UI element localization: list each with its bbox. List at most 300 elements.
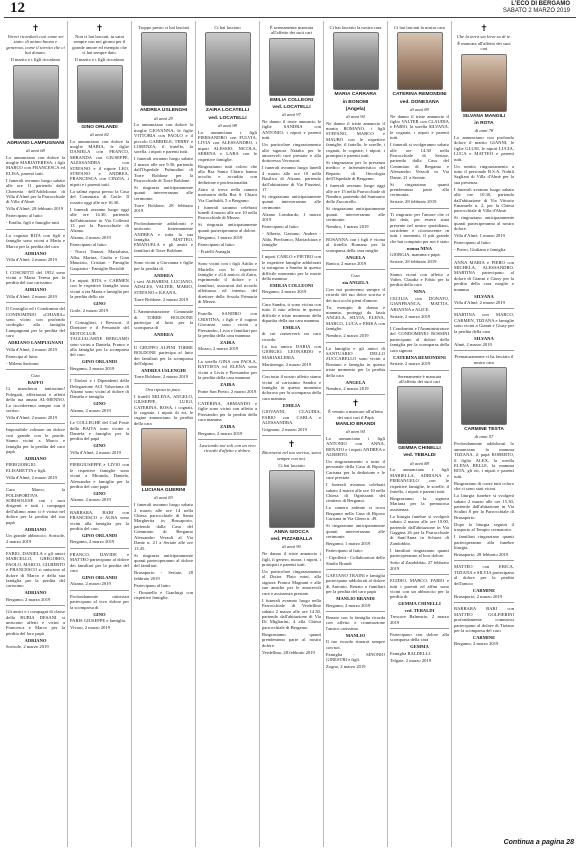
- notice-date: Sotto al Zandobbio, 27 febbraio 2019: [390, 560, 449, 571]
- notice-text: Partecipano al lutto:: [262, 224, 299, 230]
- divider: [198, 397, 257, 398]
- deceased-name: ZAIRA: [220, 424, 235, 430]
- deceased-name: ADRIANO: [24, 287, 47, 293]
- quote: Ora riposa in pace.: [145, 386, 182, 392]
- notice-text: Il tuo ricordo rimarrà sempre con noi.: [326, 639, 385, 650]
- divider: [390, 628, 449, 629]
- cross-icon: ✝: [31, 23, 40, 33]
- notice-text: Lo annunciano i figli PIERSANDRO con FULVIA, LIVIA con ALESSANDRO, i nipoti ALESSIO, NICOLA, SERENA e LARA con le rispettive famiglie.: [198, 129, 257, 162]
- notice-date: Martinengo, 2 marzo 2019: [262, 361, 311, 367]
- notice-date: Bergamo, 1 marzo 2019: [326, 541, 371, 547]
- notice-text: I familiari ringraziano quanti parteciperanno alla funebre liturgia.: [454, 534, 514, 550]
- deceased-name-married: ved. LOCATELLI: [208, 115, 247, 121]
- notice-text: Si ringraziano quanti prenderanno parte alla cerimonia.: [390, 181, 449, 198]
- divider: [326, 233, 385, 234]
- notice-date: Bergamo, 2 marzo 2019: [262, 289, 307, 295]
- notice-date: Villa d'Almè, 1 marzo 2019: [454, 233, 505, 239]
- divider: [134, 256, 193, 257]
- notice-text: i soci ALBARESI, LUCIANO, ADALES, VALTER, MARIO, STEFANO e ILEANA.: [134, 278, 193, 295]
- notice-text: Troppo presto ci hai lasciati: [137, 25, 190, 30]
- notice-text: I Condomini e l'Amministratore del CONDOMINIO ROSSINI partecipano al dolore della famiglia per la scomparsa della cara signora: [390, 326, 449, 353]
- notice-text: Cara Sandra, ti sono vicina con tutto il mio affetto in questo difficile e triste momento della dipartita della tua cara mamma: [262, 301, 321, 324]
- notice-date: Alzano, 2 marzo 2019: [70, 407, 111, 413]
- deceased-name: ADRIANO LAMPUGNANI: [6, 140, 65, 146]
- notice-text: Ci hai lasciati la nostra cara: [394, 25, 445, 30]
- publication-masthead: [503, 1, 570, 15]
- notice-text: Profondamente rattristati partecipano al vivo dolore per la scomparsa di: [70, 593, 129, 610]
- notice-date: Nembro, 2 marzo 2019: [326, 386, 369, 391]
- notice-text: È mancata all'affetto dei suoi cari: [457, 41, 511, 52]
- notice-text: Zaira si trova nella camera mortuaria della Rsa S. Chiara Via Garibaldi, 5 a Bergamo.: [198, 186, 257, 203]
- cross-icon: ✝: [287, 439, 296, 450]
- notice-text: I Consiglieri, i Revisori, il Direttore e il Personale del MOTOCLUB TAGLIACARNE BERGAMO sono vicini a Daniela, Franco e alla famiglia per la scomparsa del caro: [70, 319, 129, 358]
- deceased-photo: [397, 32, 443, 90]
- deceased-name-married: in ROTA: [474, 120, 494, 126]
- notice-date: Seriate, 28 febbraio 2019: [390, 199, 437, 205]
- divider: [326, 342, 385, 343]
- notice-text: Impossibile colmare un dolore così grande con le parole. Siamo vicini a Marco e famiglia per la perdita del caro papà: [6, 427, 65, 455]
- divider: [6, 423, 65, 424]
- notice-date: Alzano, 2 marzo 2019: [70, 235, 111, 241]
- notice-text: - Milena Sartirani: [6, 360, 39, 366]
- notice-text: Fratello SANDRO con CRISTINA, i figli e il cugino Giovanni sono vicini a Piersandro, Livia e familiari per la perdita della cara mamma: [198, 311, 257, 339]
- notice-text: I funerali avranno luogo nella Parrocchiale di Verdellino sabato 2 marzo alle ore 14.30, partendo dall'abitazione di Via Di Migliarini, 4 alla Chiesa parrocchiale di Bergamo.: [262, 597, 321, 630]
- notice-text: Il marito e i figli ricordano: [74, 57, 125, 63]
- divider: [134, 305, 193, 306]
- notice-date: Gorle, 2 marzo 2019: [70, 307, 109, 313]
- notice-text: ANNA MARIA e PIERO con MICHELA, ALESSANDRO, MARTINA partecipano al dolore di Gianni e Giusy per la perdita della cara moglie e mamma: [454, 259, 514, 292]
- notice-text: FABIO, DANIELA e gli amici MARCELLO, GREGORIO, PAOLO, MARCO, GILBERTO e FRANCESCO si uniscono al dolore di Marco e della sua famiglia per la perdita del carissimo: [6, 550, 65, 589]
- notice-text: La sorella GINA con PAOLA, BATTISTA ed ELENA sono vicini a Livia e Piersandro per la perdita della cara mamma: [198, 358, 257, 381]
- deceased-name: MANLIO BRANDI: [335, 421, 376, 427]
- notice-text: Dopo la liturgia seguirà il trasporto al Tempio crematorio.: [454, 521, 514, 533]
- deceased-name: ADRIANO: [24, 250, 47, 256]
- deceased-name: ADRIANO: [24, 637, 47, 643]
- notice-text: Renato con la famiglia ricorda con affetto e commozione l'amico carissimo: [326, 614, 385, 631]
- divider: [134, 217, 193, 218]
- deceased-name: CATERINA REMONDINI: [392, 92, 447, 98]
- deceased-age: di anni 29: [154, 115, 173, 121]
- notice-date: Trescore Balneario, 2 marzo 2019: [390, 614, 449, 625]
- deceased-name: CARMINE: [472, 587, 496, 593]
- notice-text: - Emilia, figli e famiglie tutti: [6, 220, 60, 226]
- notice-date: Villa d'Almè, 2 marzo 2019: [70, 449, 121, 455]
- deceased-age: di anni 94: [346, 113, 365, 119]
- divider: [6, 483, 65, 484]
- publication-name: L'ECO DI BERGAMO: [511, 1, 570, 7]
- notice-text: PIERGIUSEPPE e LIVIO con le rispettive famiglie sono vicini a Miranda, Daniela, Alessandra e famiglia per la perdita del caro papà: [70, 462, 129, 489]
- column-2: [68, 21, 132, 847]
- notice-text: BARBARA BARI con MATTEO GOLFIERINI profondamente commossi partecipano al dolore di Tiziano per la scomparsa del caro: [454, 606, 514, 634]
- notice-text: Con noi porteremo sempre il ricordo del tuo dolce sorriso e dei tuoi occhi pieni d'amore.: [326, 286, 385, 303]
- deceased-photo: [141, 32, 187, 106]
- deceased-name: GEMMA CHINELLI: [398, 446, 441, 452]
- quote: Lasciando noi soli con un vivo ricordo d'affetto e dolore.: [199, 442, 256, 454]
- notice-text: Ringraziamo tutti coloro che alla Rsa Santa Chiara hanno accolto e accudito con dedizione e professionalità.: [198, 163, 257, 185]
- divider: [454, 602, 514, 603]
- deceased-name: SILVANA: [474, 335, 494, 341]
- deceased-name: EMILIA COLLEONI: [269, 283, 313, 289]
- notice-date: Bergamo, 2 marzo 2019: [454, 641, 499, 647]
- divider: [262, 250, 321, 251]
- notice-text: I familiari ringraziano quanti parteciperanno al loro dolore.: [390, 547, 449, 559]
- deceased-photo: [397, 386, 443, 444]
- notice-text: Si ringraziano anticipatamente quanti interverranno alle cerimonie.: [326, 206, 385, 223]
- notice-text: Ringraziano di cuore tutti coloro che ci sono stati vicini.: [454, 480, 514, 492]
- notice-date: Villa d'Almè, 2 marzo 2019: [6, 257, 57, 263]
- notice-date: Brusaporto, 2 marzo 2019: [454, 594, 502, 599]
- divider: [198, 439, 257, 440]
- divider: [70, 506, 129, 507]
- page-number: 12: [10, 0, 25, 16]
- notice-text: Si ringraziano anticipatamente quanti parteciperanno al nostro dolore.: [454, 215, 514, 232]
- deceased-photo: [269, 38, 315, 96]
- notice-text: - Cipolletti - Collaboratori dello Studio Brandi: [326, 555, 385, 566]
- cross-icon: ✝: [95, 23, 104, 33]
- notice-date: Torre Boldone, 2 marzo 2019: [134, 374, 189, 380]
- divider: [326, 611, 385, 612]
- deceased-name: EMILIA COLLEONI: [269, 97, 314, 103]
- notice-date: Villa d'Almè, 2 marzo 2019: [6, 474, 57, 480]
- deceased-name: ANDREA: [153, 332, 174, 338]
- notice-text: I nipoti CARLO e PIETRO con le rispettive famiglie addolorati si stringono a Sandra in questo difficile momento per la morte della mamma: [262, 254, 321, 282]
- deceased-name: GINO ORLANDI: [81, 532, 118, 538]
- notice-date: Vivaro, 2 marzo 2019: [70, 625, 111, 630]
- deceased-name: ANDREA USLENGHI: [141, 368, 186, 373]
- notice-date: Verdellino, 28 febbraio 2019: [262, 649, 315, 655]
- notice-text: Caro Marco, la POLISPORTIVA SORISOLESE con i suoi dirigenti e tutti i compagni dell'ultimo anno ti è vicina nel dolore per la perdita del tuo papà: [6, 487, 65, 525]
- deceased-name: EMILIA: [282, 325, 301, 331]
- divider: [70, 416, 129, 417]
- notice-text: Ci hai lasciato: [214, 25, 241, 30]
- notice-text: Sono vicini con i figli Attilio e Mariella con le rispettive famiglie e «Gli amici» di Zaira, esprimendo il dolore e i familiari, assicurati dal ricordo affettuoso ed intenso del direttore della Scuola Primaria di Mezzo.: [198, 261, 257, 305]
- column-3: [132, 21, 196, 847]
- deceased-name: NINA: [413, 289, 426, 295]
- notice-text: La liturgia funebre si svolgerà sabato 2 marzo alle ore 10.00, partendo dall'abitazione in Via Gaggina 26 per la Parrocchiale di Sant'Anna in Schiavi di Zandobbio.: [390, 513, 449, 546]
- notice-text: Ringraziamo quanti prenderanno parte al nostro dolore.: [262, 631, 321, 648]
- deceased-name: MANLIO: [345, 632, 366, 638]
- notice-text: Siamo vicini con affetto a Valter, Claudia e Fabio per la perdita della cara: [390, 271, 449, 288]
- notice-text: GIORGIA, mamma e papà.: [390, 252, 441, 258]
- notice-date: Mozzo, 2 marzo 2019: [198, 346, 239, 352]
- divider: [6, 302, 65, 303]
- notice-text: La liturgia funebre si svolgerà sabato 2 marzo alle ore 15.30, partendo dall'abitazione in Via Scalini 8 per la Parrocchiale di Brusaporto.: [454, 493, 514, 520]
- publication-date: SABATO 2 MARZO 2019: [502, 8, 570, 14]
- deceased-age: di anni 83: [154, 495, 173, 501]
- notice-date: Bergamo, 1 marzo 2019: [198, 234, 243, 240]
- notice-text: MARTINA con MARCO, CARMEN, TIZIANA e famiglie sono vicini a Gianni e Giusy per la perdita della cara: [454, 312, 514, 334]
- divider: [390, 208, 449, 209]
- deceased-name: LUCIANA GUERINI: [141, 488, 186, 494]
- notice-text: Ci mancherai tantissimo! Polegatti, affezionati e affetti della tua amata AL-MENNO. Lo ricorderemo sempre con il sorriso.: [6, 386, 65, 413]
- deceased-name: GINO ORLANDI: [81, 359, 118, 365]
- notice-text: È venuto a mancare all'affetto dei suoi cari il Papà: [328, 409, 383, 420]
- deceased-age: di anni 94: [346, 428, 365, 434]
- notice-text: PIERGIORGIO, ELISABETTA e figli.: [6, 462, 47, 473]
- notice-date: Brusaporto, 28 febbraio 2019: [454, 551, 509, 557]
- notice-text: I funerali avranno luogo sabato 2 marzo alle ore 14 nella Chiesa parrocchiale di Santa Margherita in Brusaporto, partendo dalla Casa del Commiato di Bergamo Alessandro Vezzoli al Via Dante n. 21 a Seriate alle ore 13.45.: [134, 502, 193, 551]
- notice-date: Alzano, 2 marzo 2019: [70, 497, 111, 503]
- notice-text: Il marito e i figli ricordano: [10, 57, 61, 63]
- notice-text: Un sentito ringraziamento a tutto il personale R.S.A. Nobili Sagliani di Villa d'Almè per la sua presenza.: [454, 163, 514, 185]
- deceased-name: nonna NINA: [406, 245, 433, 251]
- divider: [454, 308, 514, 309]
- column-6: [324, 21, 388, 847]
- notice-date: Bergamo, 2 marzo 2019: [198, 430, 243, 436]
- cross-icon: ✝: [351, 398, 360, 409]
- cross-icon: ✝: [480, 23, 488, 33]
- notice-date: Nembro, 2 marzo 2019: [326, 333, 369, 339]
- notice-text: Le COLLEGHE del Cral Poste della BAITA sono vicine a Daniela e famiglia per la perdita del papà: [70, 420, 129, 442]
- deceased-name: CATERINA REMONDINI: [393, 354, 446, 360]
- column-7: [388, 21, 452, 847]
- notice-text: CATERINA, ARMANDO e figlie sono vicini con affetto a Piersandro per la perdita della cara mamma: [198, 400, 257, 423]
- notice-text: I funerali avranno luogo sabato alle ore 11 partendo dalla Chiesetta dell'Addolorata di Villa d'Almè per la Parrocchiale di Villa d'Almè.: [6, 177, 65, 205]
- notice-text: EGIDIO, MARCO, FABIO e tutti i parenti ed affini sono vicini con un abbraccio per la perdita di: [390, 578, 449, 600]
- notice-text: Partecipano al lutto:: [454, 240, 491, 246]
- notice-text: I funerali avranno celebrati sabato 4 marzo alle ore 10 nella Chiesa di Ognissanti del cimitero di Bergamo.: [326, 482, 385, 504]
- deceased-name: ANGELA: [345, 254, 366, 260]
- notice-text: La salma riposa presso la Casa del Commiato di Gorle. Il rosario oggi alle ore 16.30.: [70, 188, 129, 205]
- notice-text: Profondamente addolorati lo annunciano la mamma TIZIANA, il papà ROBERTO, il figlio ALEX, la sorella ELENA BELLE, la mamma RITA, gli zii, i nipoti e parenti tutti.: [454, 441, 514, 479]
- divider: [326, 394, 385, 395]
- notice-date: Almè, 2 marzo 2019: [454, 342, 492, 348]
- deceased-age: di anni 88: [410, 460, 429, 466]
- notice-text: Sono vicini a Giovanna e figlie per la perdita di: [134, 260, 193, 271]
- deceased-name: GINO: [93, 301, 106, 307]
- notice-date: Alzano, 2 marzo 2019: [70, 581, 111, 587]
- notice-date: Torre Boldone, 2 marzo 2019: [134, 296, 189, 302]
- notice-date: Nembro, 1 marzo 2019: [326, 224, 369, 230]
- notice-text: ROSANNA con i figli è vicina al fratello Romano per la scomparsa della cara moglie: [326, 236, 385, 253]
- notice-text: Non ci hai lasciati, tu sarai sempre con noi giorno per il grande amore ed esempio che ci hai sempre dato.: [72, 34, 127, 56]
- notice-text: - Fratelli Asnaghi: [198, 248, 231, 254]
- notice-text: I funerali saranno celebrati lunedì 4 marzo alle ore 10 nella Parrocchiale di Mezzo.: [198, 204, 257, 221]
- notice-text: La famiglia e gli amici di SANTUARIO DELLO ZUCCARELLO sono vicini a Romano e famiglia in questo triste momento per la perdita della cara: [326, 345, 385, 378]
- notice-text: Serenamente è mancata all'affetto dei suoi cari: [397, 373, 442, 384]
- page-header: [4, 0, 576, 18]
- notice-text: CECILIA con DONATO, GIANFRANCA, MATTIA, ARIANNA e ALICE.: [390, 295, 449, 312]
- notice-text: La cognata RITA con figli e famiglie sono vicini a Marta e Marco per la perdita del caro: [6, 232, 65, 249]
- divider: [70, 316, 129, 317]
- deceased-age: di anni 82: [90, 131, 109, 137]
- deceased-name: ADRIANO LAMPUGNANI: [7, 340, 64, 346]
- deceased-name: ANDREA USLENGHI: [139, 108, 188, 114]
- notice-text: GAETANO TRAINI e famiglia partecipano addolorati al dolore di Antonio, Renato e familiari per la perdita del caro papà: [326, 572, 385, 595]
- notice-text: Il Consiglio ed i Condomini del CONDOMINIO «CHIARA» sono vicini con profondo cordoglio alla famiglia Lampugnani per la perdita del caro: [6, 306, 65, 339]
- deceased-name-married: in BONOMI: [342, 99, 369, 105]
- deceased-age: di anni 68: [26, 147, 45, 153]
- deceased-name-married: ved. TEBALDI: [403, 453, 436, 459]
- divider: [6, 369, 65, 370]
- deceased-name: GINO: [93, 443, 106, 449]
- notice-date: Grignano, 2 marzo 2019: [262, 426, 307, 432]
- notice-text: Ne danno il triste annuncio il marito ROMANO, i figli STEFANO, MARCO e MAURO con le rispettive famiglie, il fratello, le sorelle, i cognati, le cognate, i nipoti, i pronipoti e parenti tutti.: [326, 120, 385, 159]
- notice-text: Prematuramente ci ha lasciato il nostro caro: [454, 354, 514, 365]
- notice-date: Villa d'Almè, 28 febbraio 2019: [6, 206, 64, 212]
- notice-text: Ciao: [351, 273, 360, 279]
- notice-text: Partecipano al lutto:: [326, 548, 363, 554]
- divider: [134, 383, 193, 384]
- deceased-name: BAFFO: [27, 379, 44, 385]
- notice-text: Un particolare ringraziamento alla signora Natalia per le amorevoli cure prestate e alla dottoressa Vavassori.: [262, 142, 321, 164]
- notice-text: Lo annunciano con dolore la moglie MARIATERESA, i figli MARCO con FRANCESCA ed ELISA, parenti tutti.: [6, 154, 65, 176]
- deceased-name: SILVANA MANGILI: [462, 113, 506, 119]
- divider: [326, 569, 385, 570]
- column-4: [196, 21, 260, 847]
- divider: [390, 574, 449, 575]
- notice-text: Un ringraziamento a tutto il personale della Casa di Riposo Carisma per la dedizione e le cure prestate.: [326, 459, 385, 481]
- notice-text: Ti ringrazio per l'amore che ci hai dato, per essere stata presente nel nostro quotidiano, sorridente e riconoscente in tutti i momenti, il più grande che hai compiuto per noi è stato: [390, 211, 449, 244]
- quote: Ritornerai nel tuo sorriso, sarai sempre con noi.: [262, 450, 321, 461]
- notice-date: Torre Boldone, 28 febbraio 2019: [134, 202, 193, 214]
- notice-date: Seriate, 2 marzo 2019: [390, 361, 431, 367]
- deceased-name: CARMINE TESTA: [464, 427, 504, 433]
- notice-text: Ne danno il triste annuncio i figli, il genero, nuora, i nipoti, i pronipoti e parenti tutti.: [262, 551, 321, 568]
- notice-text: I Titolari e i Dipendenti della Delegazione ACI Valseriana di Alzano sono vicini al dolore di Daniela e famiglia: [70, 378, 129, 400]
- divider: [6, 266, 65, 267]
- notice-text: Lo annunciano con dolore la moglie GIOVANNA, le figlie VITTORIA con PAOLO e il piccolo GABRIELE, TERRY e LORENZA, il fratello, la sorella, i nipoti e parenti tutti.: [134, 122, 193, 155]
- deceased-name: ZAIRA: [220, 340, 235, 346]
- notice-text: - Alberto, Gaetano, Andrea - Alda, Pierfranco, Mariachiara e famiglie: [262, 231, 321, 247]
- deceased-name: EMILIA: [282, 402, 301, 408]
- deceased-name: CARMINE: [472, 635, 496, 641]
- deceased-name-married: ved. TEBALDI: [404, 607, 435, 613]
- obituary-columns: [4, 21, 576, 847]
- notice-date: Villa d'Almè, 2 marzo 2019: [6, 415, 57, 420]
- deceased-name: GINO: [93, 611, 106, 617]
- notice-text: Partecipano al lutto:: [6, 213, 43, 219]
- deceased-name: ANNA GIOCCA: [274, 530, 309, 536]
- notice-text: I funerali avranno luogo sabato alle ore 10.30, partendo dall'abitazione di Via Vittorio Emanuele n. 2, per la Chiesa parrocchiale di Villa d'Almè.: [454, 186, 514, 214]
- notice-text: Profondamente addolorati e uniscono fraternamente ANDREA e tutta la sua famiglia, MATTEO, EMANUELA e gli amici e familiari di Torre Boldone.: [134, 220, 193, 253]
- divider: [198, 355, 257, 356]
- continued-on-page-note: Continua a pagina 28: [503, 839, 574, 846]
- notice-text: Lo annunciano con dolore la moglie MARIA, le figlie DANIELA con FRANCO, MIRANDA con GIUSEPPE, ALESSANDRA con STEFANO e il nipote LEO, STEFANO e ANDREA, FRANCESCA con CINZIA, i nipoti e i parenti tutti.: [70, 138, 129, 187]
- notice-text: Partecipa al lutto:: [6, 353, 39, 359]
- notice-date: Bergamo, 2 marzo 2019: [70, 539, 115, 545]
- deceased-name-married: ved. PIZZABALLA: [270, 537, 313, 543]
- divider: [198, 257, 257, 258]
- deceased-age: di anni 57: [474, 434, 494, 440]
- notice-date: Bergamo, 2 marzo 2019: [6, 596, 51, 602]
- notice-text: - Donatello e Gianluigi con rispettive famiglie.: [134, 589, 193, 601]
- divider: [6, 229, 65, 230]
- notice-text: Un particolare ringraziamento al Dottor Plato mini, alla signora Franca Magnani e alle sue amiche per le amorevoli cure e assistenza prestate.: [262, 569, 321, 596]
- deceased-photo: [141, 428, 187, 486]
- divider: [134, 341, 193, 342]
- notice-date: Villa d'Almè, 2 marzo 2019: [6, 293, 57, 299]
- notice-date: Bergamo, 2 marzo 2019: [326, 602, 371, 608]
- notice-text: Famiglia - SINONIO GINESTRI e figli.: [326, 651, 385, 662]
- deceased-name: MARIA CARRARA: [334, 92, 377, 98]
- notice-text: MATTEO con ERICA, TIZIANA e SILVIA partecipano al dolore per la perdita dell'amico: [454, 564, 514, 586]
- notice-text: Ne danno il triste annuncio le figlie SANDRA con ANTONIO, i nipoti e parenti tutti.: [262, 118, 321, 141]
- notice-text: FRANCO, DAVIDE e MATTEO partecipano al dolore dei familiari per la perdita del caro: [70, 551, 129, 573]
- deceased-age: di anni 78: [474, 128, 494, 133]
- deceased-name: ADRIANO: [24, 526, 47, 532]
- notice-text: I funerali si svolgeranno sabato alle ore 14.30 nella Parrocchiale di Seriate, partendo dalla Casa del Commiato di Bergamo e Alessandro Vezzoli in Via Dante, 21 a Seriate.: [390, 142, 449, 180]
- divider: [326, 269, 385, 270]
- notice-text: Si ringraziano anticipatamente quanti interverranno alle cerimonie.: [262, 193, 321, 210]
- notice-text: Ne danno il triste annuncio il figlio VALTER con CLAUDIA e FABIO, la sorella SILVANA, le cognate, i nipoti e parenti tutti.: [390, 113, 449, 141]
- deceased-photo: [13, 65, 59, 139]
- divider: [390, 268, 449, 269]
- deceased-name: ZAIRA LOCATELLI: [205, 108, 250, 114]
- notice-date: Seriate, 2 marzo 2019: [390, 313, 431, 319]
- deceased-photo: [461, 54, 507, 112]
- deceased-name: GINO ORLANDI: [81, 574, 118, 580]
- deceased-nickname: (Angela): [345, 106, 366, 112]
- notice-text: I fratelli MILENA, ANGELO, GIUSEPPE, LUIGI, CATERINA, ROSA, i cognati, le cognate, i nipoti di zii, le cugine annunciano la perdita della cara: [134, 393, 193, 426]
- deceased-age: di anni 89: [410, 106, 429, 112]
- deceased-name: GINO: [93, 490, 106, 496]
- notice-text: Si ringrazia anticipatamente quanti parteciperanno al dolore del familiari.: [134, 552, 193, 569]
- deceased-name: MANLIO BRANDI: [336, 596, 375, 602]
- notice-date: Ponte San Pietro, 2 marzo 2019: [198, 388, 257, 394]
- notice-text: - Nucci Tinazzi, Marialuisa, Alba, Marina, Giulia e Gian Maurizio, Cristian - Famiglie Gasparini - Famiglie Bertoldi: [70, 249, 129, 271]
- divider: [262, 435, 321, 436]
- deceased-photo: [333, 32, 379, 90]
- notice-text: di cui conserverò un caro ricordo.: [262, 331, 321, 342]
- divider: [70, 458, 129, 459]
- notice-text: Si ringraziano per la presenza medico e infermieristico del Reparto di Oncologia dell'Ospedale di Bergamo.: [326, 160, 385, 182]
- divider: [6, 547, 65, 548]
- notice-text: Con tutto il nostro affetto siamo vicini al carissimo Sandra e famiglia in questo momento doloroso per la scomparsa della cara mamma: [262, 374, 321, 401]
- notice-date: Zogno, 2 marzo 2019: [326, 663, 366, 669]
- deceased-age: di anni 97: [282, 112, 301, 117]
- notice-text: I funerali avranno luogo oggi alle ore 15 nella Parrocchiale di Nembro, partendo dal Santuario della Zuccarello.: [326, 183, 385, 205]
- quote: Vorrei ricordarti così come sei stato: di animo buono e generoso, come il sorriso che ci hai donato.: [6, 34, 65, 56]
- divider: [6, 605, 65, 606]
- deceased-name: zia ANGELA: [342, 280, 369, 286]
- notice-text: Ringraziamo la signora Mariana per la premurosa assistenza.: [390, 496, 449, 512]
- deceased-photo: [461, 367, 507, 425]
- notice-text: PARIS GIUSEPPE e famiglia.: [70, 618, 126, 623]
- notice-date: Un grande abbraccio. Sorisole, 2 marzo 2019: [6, 533, 65, 544]
- column-1: [4, 21, 68, 847]
- notice-date: Villa d'Almè, 2 marzo 2019: [6, 346, 57, 352]
- notice-date: Telgate, 2 marzo 2019: [390, 657, 432, 663]
- deceased-age: di anni 98: [218, 122, 237, 128]
- notice-text: Lo annunciano i figli MARIELLA, ADRIANA e PIERANGELO con le rispettive famiglie, le sorelle, il fratello, i nipoti e parenti tutti.: [390, 467, 449, 495]
- notice-text: Si ringrazia anticipatamente quanti interverranno alle cerimonie.: [134, 185, 193, 201]
- notice-text: Partecipano al lutto:: [70, 242, 107, 248]
- deceased-photo: [205, 32, 251, 106]
- notice-text: L'Amministrazione Comunale di TORRE BOLDONE partecipa al lutto per la scomparsa di: [134, 309, 193, 331]
- notice-text: Le nipoti RITA e CARMEN con le rispettive famiglie sono vicini a zia Maria e famiglia per la perdita dello zio: [70, 277, 129, 300]
- notice-date: Sorisole, 2 marzo 2019: [6, 644, 49, 650]
- column-8: [452, 21, 516, 847]
- notice-text: Il GRUPPO ALPINI TORRE BOLDONE partecipa al lutto dei familiari per la scomparsa dell'alpino: [134, 344, 193, 366]
- notice-text: I funerali avranno luogo oggi alle ore 14.30, partendo dall'abitazione in Via Colleoni 13 per la Parrocchiale di Alzano.: [70, 206, 129, 234]
- deceased-name: ANGELA: [345, 379, 366, 385]
- notice-date: Alzano Lombardo, 1 marzo 2019: [262, 211, 321, 223]
- divider: [70, 274, 129, 275]
- notice-text: BARBARA, BABI con FRANCESCO e ALBA sono vicini alla famiglia per la perdita del caro: [70, 509, 129, 531]
- notice-date: Bergamo, 2 marzo 2019: [70, 365, 115, 371]
- divider: [454, 256, 514, 257]
- notice-text: GIOVANNI, CLAUDIA, FABIO con CARLA e ALESSANDRA.: [262, 409, 321, 425]
- deceased-name: ADRIANO: [24, 456, 47, 462]
- notice-text: Ciao: [31, 372, 40, 378]
- divider: [262, 298, 321, 299]
- notice-text: Famiglia BALDELLI.: [390, 650, 432, 656]
- deceased-name: GEMMA CHINELLI: [398, 601, 441, 607]
- notice-text: La camera ardente si trova Bergamo nella Casa di Riposo Carisma in Via Gleno n. 49.: [326, 505, 385, 522]
- notice-text: Ci hai lasciato: [278, 462, 305, 468]
- deceased-name: ZAIRA: [220, 382, 235, 388]
